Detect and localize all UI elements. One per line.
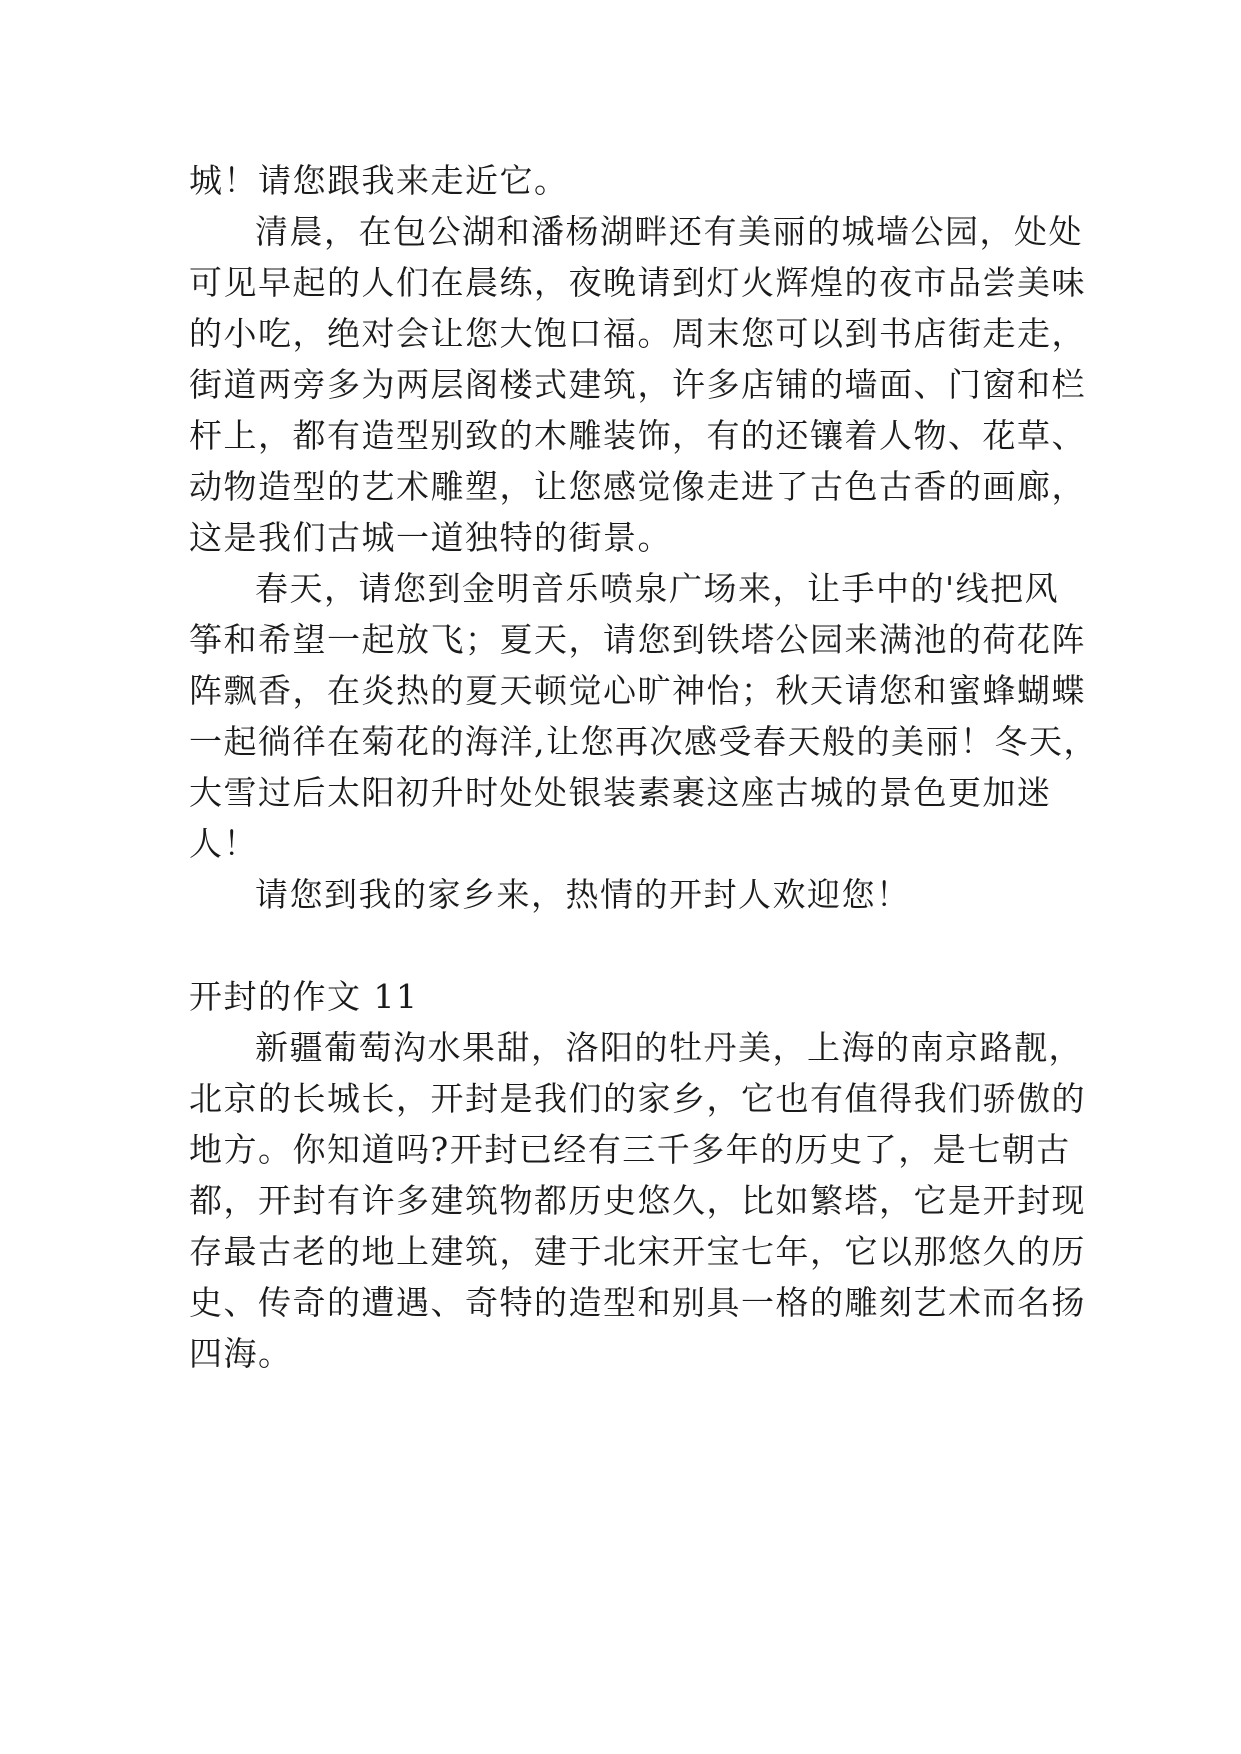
text-line: 都，开封有许多建筑物都历史悠久，比如繁塔，它是开封现 [189,1181,1086,1220]
text-line: 杆上，都有造型别致的木雕装饰，有的还镶着人物、花草、 [189,416,1086,455]
text-line: 清晨，在包公湖和潘杨湖畔还有美丽的城墙公园，处处 [255,212,1083,251]
text-line: 北京的长城长，开封是我们的家乡，它也有值得我们骄傲的 [189,1079,1086,1118]
text-line: 这是我们古城一道独特的街景。 [189,518,672,557]
paragraph-continuation [189,155,1051,206]
text-line: 大雪过后太阳初升时处处银装素裹这座古城的景色更加迷 [189,773,1052,812]
text-line: 请您到我的家乡来，热情的开封人欢迎您！ [255,875,911,914]
text-line: 史、传奇的遭遇、奇特的造型和别具一格的雕刻艺术而名扬 [189,1283,1086,1322]
text-line: 动物造型的艺术雕塑，让您感觉像走进了古色古香的画廊， [189,467,1086,506]
text-line: 地方。你知道吗?开封已经有三千多年的历史了，是七朝古 [189,1130,1071,1169]
paragraph-essay-11 [189,1022,1086,1379]
text-line: 城！请您跟我来走近它。 [189,161,569,200]
text-line: 人！ [189,824,258,863]
text-line: 街道两旁多为两层阁楼式建筑，许多店铺的墙面、门窗和栏 [189,365,1086,404]
document-body [189,155,1098,1379]
text-line: 阵飘香，在炎热的夏天顿觉心旷神怡；秋天请您和蜜蜂蝴蝶 [189,671,1086,710]
paragraph-morning [189,206,1086,563]
text-line: 可见早起的人们在晨练，夜晚请到灯火辉煌的夜市品尝美味 [189,263,1086,302]
paragraph-welcome [189,869,1051,920]
section-heading: 开封的作文 11 [189,977,419,1016]
paragraph-seasons [189,563,1098,869]
text-line: 四海。 [189,1334,293,1373]
text-line: 存最古老的地上建筑，建于北宋开宝七年，它以那悠久的历 [189,1232,1086,1271]
text-line: 春天，请您到金明音乐喷泉广场来，让手中的'线把风 [255,569,1060,608]
text-line: 一起徜徉在菊花的海洋,让您再次感受春天般的美丽！冬天， [189,722,1098,761]
text-line: 的小吃，绝对会让您大饱口福。周末您可以到书店街走走， [189,314,1086,353]
text-line: 新疆葡萄沟水果甜，洛阳的牡丹美，上海的南京路靓， [255,1028,1083,1067]
text-line: 筝和希望一起放飞；夏天，请您到铁塔公园来满池的荷花阵 [189,620,1086,659]
blank-line [189,920,1051,971]
